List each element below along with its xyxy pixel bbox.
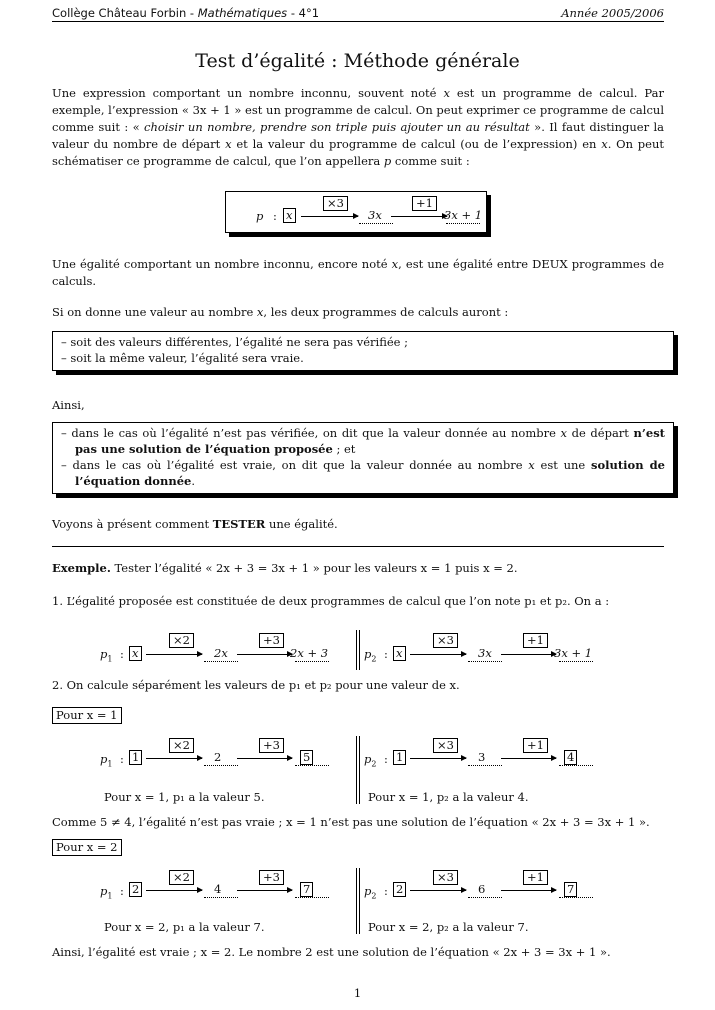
voyons-text-1: Voyons à présent comment <box>52 517 213 531</box>
scheme-main-end: 3x + 1 <box>444 208 483 222</box>
para-voyons <box>52 516 664 533</box>
case2-p1-label <box>100 884 112 900</box>
p2-sub: 2 <box>371 654 377 664</box>
example-text: Tester l’égalité « 2x + 3 = 3x + 1 » pour les valeurs x = 1 puis x = 2. <box>110 561 518 575</box>
scheme-p1-case2 <box>100 865 350 934</box>
case2-p2-arrow-1 <box>410 890 466 891</box>
def1-var-x: x <box>560 426 568 440</box>
case1-p1-label <box>100 752 112 768</box>
case1-title: Pour x = 1 <box>52 707 122 724</box>
step-2: 2. On calcule séparément les valeurs de p₁ et p₂ pour une valeur de x. <box>52 678 460 692</box>
scheme-main-arrow-1 <box>301 216 358 217</box>
case2-title: Pour x = 2 <box>52 839 122 856</box>
p1-arrow-1 <box>146 654 202 655</box>
para2-var-x: x <box>391 257 399 271</box>
voyons-bold: TESTER <box>212 517 266 531</box>
voyons-text-2: une égalité. <box>265 517 338 531</box>
scheme-main-mid: 3x <box>368 208 382 222</box>
p2-name: p <box>364 647 372 661</box>
scheme-p1-general <box>100 625 350 665</box>
scheme-main-dots-2 <box>446 223 480 224</box>
case2-p1-arrow-1 <box>146 890 202 891</box>
step-1: 1. L’égalité proposée est constituée de deux programmes de calcul que l’on note p₁ et p₂. On a : <box>52 594 610 608</box>
box-definitions <box>52 422 674 494</box>
case2-p1-sub: 1 <box>107 891 113 901</box>
case2-p1-dots-2 <box>295 897 329 898</box>
case1-p2-op1: ×3 <box>433 738 458 753</box>
para2-text-1: Une égalité comportant un nombre inconnu, encore noté <box>52 257 392 271</box>
para2-text-2: , est une égalité entre DEUX programmes de calculs. <box>52 257 664 288</box>
intro-text-3: choisir un nombre, prendre son triple puis ajouter un au résultat <box>144 120 530 134</box>
intro-var-x-2: x <box>225 137 232 151</box>
case2-p1-name: p <box>100 884 108 898</box>
p1-op1: ×2 <box>169 633 194 648</box>
outcome-different: – soit des valeurs différentes, l’égalité ne sera pas vérifiée ; <box>61 335 409 349</box>
case2-p2-label <box>364 884 376 900</box>
scheme-main-label: p <box>256 209 264 223</box>
page-title: Test d’égalité : Méthode générale <box>195 50 520 72</box>
scheme-p2-case2 <box>364 865 614 934</box>
case1-caption-p2: Pour x = 1, p₂ a la valeur 4. <box>368 790 529 804</box>
case1-p1-arrow-2 <box>237 758 292 759</box>
p2-op1: ×3 <box>433 633 458 648</box>
case2-p1-op2: +3 <box>259 870 284 885</box>
case2-p2-mid: 6 <box>478 882 486 896</box>
intro-text-4: ». Il faut distinguer la valeur du nombre de départ <box>52 120 664 151</box>
section-separator <box>52 546 664 547</box>
case2-p1-dots-1 <box>204 897 238 898</box>
scheme-main-dots-1 <box>359 223 393 224</box>
header-rule <box>52 21 664 22</box>
page-number: 1 <box>353 986 362 1000</box>
p2-end: 3x + 1 <box>554 646 593 660</box>
scheme-main-box <box>225 191 487 233</box>
case1-p2-colon: : <box>384 752 388 766</box>
intro-var-p: p <box>383 154 392 168</box>
case1-p2-label <box>364 752 376 768</box>
p1-label <box>100 647 112 663</box>
p1-name: p <box>100 647 108 661</box>
case1-p1-dots-2 <box>295 765 329 766</box>
case1-p2-end: 4 <box>564 750 577 765</box>
definition-not-solution <box>61 425 665 457</box>
case1-p1-mid: 2 <box>214 750 222 764</box>
scheme-main-arrow-2 <box>391 216 447 217</box>
case1-p2-name: p <box>364 752 372 766</box>
case2-p2-dots-1 <box>468 897 502 898</box>
case1-p2-dots-1 <box>468 765 502 766</box>
case2-conclusion: Ainsi, l’égalité est vraie ; x = 2. Le nombre 2 est une solution de l’équation « 2x + 3 = 3x + 1 ». <box>52 945 611 959</box>
def2-bold: solution de l’équation donnée <box>75 458 666 488</box>
case2-p1-mid: 4 <box>214 882 222 896</box>
scheme-main-colon: : <box>273 209 277 223</box>
case1-p2-mid: 3 <box>478 750 486 764</box>
case2-p2-end: 7 <box>564 882 577 897</box>
outcome-same: – soit la même valeur, l’égalité sera vraie. <box>61 351 304 365</box>
p2-arrow-1 <box>410 654 466 655</box>
intro-text-2: est un programme de calcul. Par exemple, l’expression « 3x + 1 » est un programme de calcul. On peut exprimer ce programme de calcul comme suit : « <box>52 86 665 134</box>
def2-text-1: – dans le cas où l’égalité est vraie, on dit que la valeur donnée au nombre <box>61 458 529 472</box>
example-statement <box>52 560 664 577</box>
case1-conclusion: Comme 5 ≠ 4, l’égalité n’est pas vraie ; x = 1 n’est pas une solution de l’équation « 2x + 3 = 3x + 1 ». <box>52 815 650 829</box>
p1-op2: +3 <box>259 633 284 648</box>
intro-text-1: Une expression comportant un nombre inconnu, souvent noté <box>52 86 444 100</box>
example-label: Exemple. <box>52 561 111 575</box>
p2-arrow-2 <box>501 654 556 655</box>
case1-p2-sub: 2 <box>371 759 377 769</box>
p2-colon: : <box>384 647 388 661</box>
def2-text-3: . <box>191 474 195 488</box>
intro-text-6: . On peut schématiser ce programme de calcul, que l’on appellera <box>52 137 665 168</box>
scheme-p2-case1 <box>364 733 614 804</box>
para-ainsi: Ainsi, <box>52 398 85 412</box>
p2-label <box>364 647 376 663</box>
case1-caption-p1: Pour x = 1, p₁ a la valeur 5. <box>104 790 265 804</box>
scheme-main-op2: +1 <box>412 196 437 211</box>
scheme-main-op1: ×3 <box>323 196 348 211</box>
case2-p1-op1: ×2 <box>169 870 194 885</box>
case2-p1-start: 2 <box>129 882 142 897</box>
p1-dots-1 <box>204 661 238 662</box>
p2-dots-2 <box>559 661 593 662</box>
case1-p2-dots-2 <box>559 765 593 766</box>
scheme-divider-case2 <box>356 868 360 934</box>
para3-var-x: x <box>256 305 264 319</box>
p1-colon: : <box>120 647 124 661</box>
p1-arrow-2 <box>237 654 292 655</box>
p1-sub: 1 <box>107 654 113 664</box>
box-outcomes <box>52 331 674 371</box>
p2-op2: +1 <box>523 633 548 648</box>
case1-p1-colon: : <box>120 752 124 766</box>
intro-var-x-1: x <box>443 86 450 100</box>
case2-p2-op2: +1 <box>523 870 548 885</box>
page-header <box>52 6 664 20</box>
p1-mid: 2x <box>214 646 228 660</box>
case2-p1-colon: : <box>120 884 124 898</box>
definition-solution <box>61 457 665 489</box>
case1-p1-sub: 1 <box>107 759 113 769</box>
case2-caption-p1: Pour x = 2, p₁ a la valeur 7. <box>104 920 265 934</box>
para3-text-2: , les deux programmes de calculs auront : <box>263 305 509 319</box>
def1-text-1: – dans le cas où l’égalité n’est pas vérifiée, on dit que la valeur donnée au nombre <box>61 426 561 440</box>
case2-p2-op1: ×3 <box>433 870 458 885</box>
intro-paragraph <box>52 85 664 170</box>
intro-text-7: comme suit : <box>391 154 470 168</box>
case1-p2-op2: +1 <box>523 738 548 753</box>
p1-start: x <box>129 646 142 661</box>
p1-dots-2 <box>295 661 329 662</box>
def1-bold: n’est pas une solution de l’équation proposée <box>75 426 665 456</box>
case2-p2-arrow-2 <box>501 890 556 891</box>
def2-var-x: x <box>528 458 535 472</box>
scheme-p1-case1 <box>100 733 350 804</box>
para-value <box>52 304 664 321</box>
para-equality <box>52 256 664 290</box>
case2-p2-start: 2 <box>393 882 406 897</box>
case1-p1-op1: ×2 <box>169 738 194 753</box>
header-school: Collège Château Forbin - <box>52 6 198 20</box>
case1-p1-op2: +3 <box>259 738 284 753</box>
case2-p2-sub: 2 <box>371 891 377 901</box>
case1-p1-dots-1 <box>204 765 238 766</box>
case2-p2-colon: : <box>384 884 388 898</box>
case1-p1-start: 1 <box>129 750 142 765</box>
def1-text-3: ; et <box>332 442 356 456</box>
case1-p1-end: 5 <box>300 750 313 765</box>
header-year: Année 2005/2006 <box>561 6 664 20</box>
scheme-main-start: x <box>283 208 296 223</box>
header-class: - 4°1 <box>287 6 320 20</box>
def1-text-2: de départ <box>567 426 634 440</box>
case1-p2-arrow-2 <box>501 758 556 759</box>
case2-caption-p2: Pour x = 2, p₂ a la valeur 7. <box>368 920 529 934</box>
case2-p1-end: 7 <box>300 882 313 897</box>
case1-p2-start: 1 <box>393 750 406 765</box>
header-subject: Mathématiques <box>197 6 288 20</box>
def2-text-2: est une <box>534 458 591 472</box>
case1-p1-arrow-1 <box>146 758 202 759</box>
scheme-divider-general <box>356 630 360 670</box>
intro-text-5: et la valeur du programme de calcul (ou de l’expression) en <box>231 137 602 151</box>
scheme-p2-general <box>364 625 614 665</box>
case1-p1-name: p <box>100 752 108 766</box>
para3-text-1: Si on donne une valeur au nombre <box>52 305 257 319</box>
p2-start: x <box>393 646 406 661</box>
p1-end: 2x + 3 <box>290 646 329 660</box>
case2-p2-dots-2 <box>559 897 593 898</box>
case2-p1-arrow-2 <box>237 890 292 891</box>
intro-var-x-3: x <box>601 137 608 151</box>
case1-p2-arrow-1 <box>410 758 466 759</box>
case2-p2-name: p <box>364 884 372 898</box>
p2-mid: 3x <box>478 646 492 660</box>
p2-dots-1 <box>468 661 502 662</box>
scheme-divider-case1 <box>356 736 360 804</box>
